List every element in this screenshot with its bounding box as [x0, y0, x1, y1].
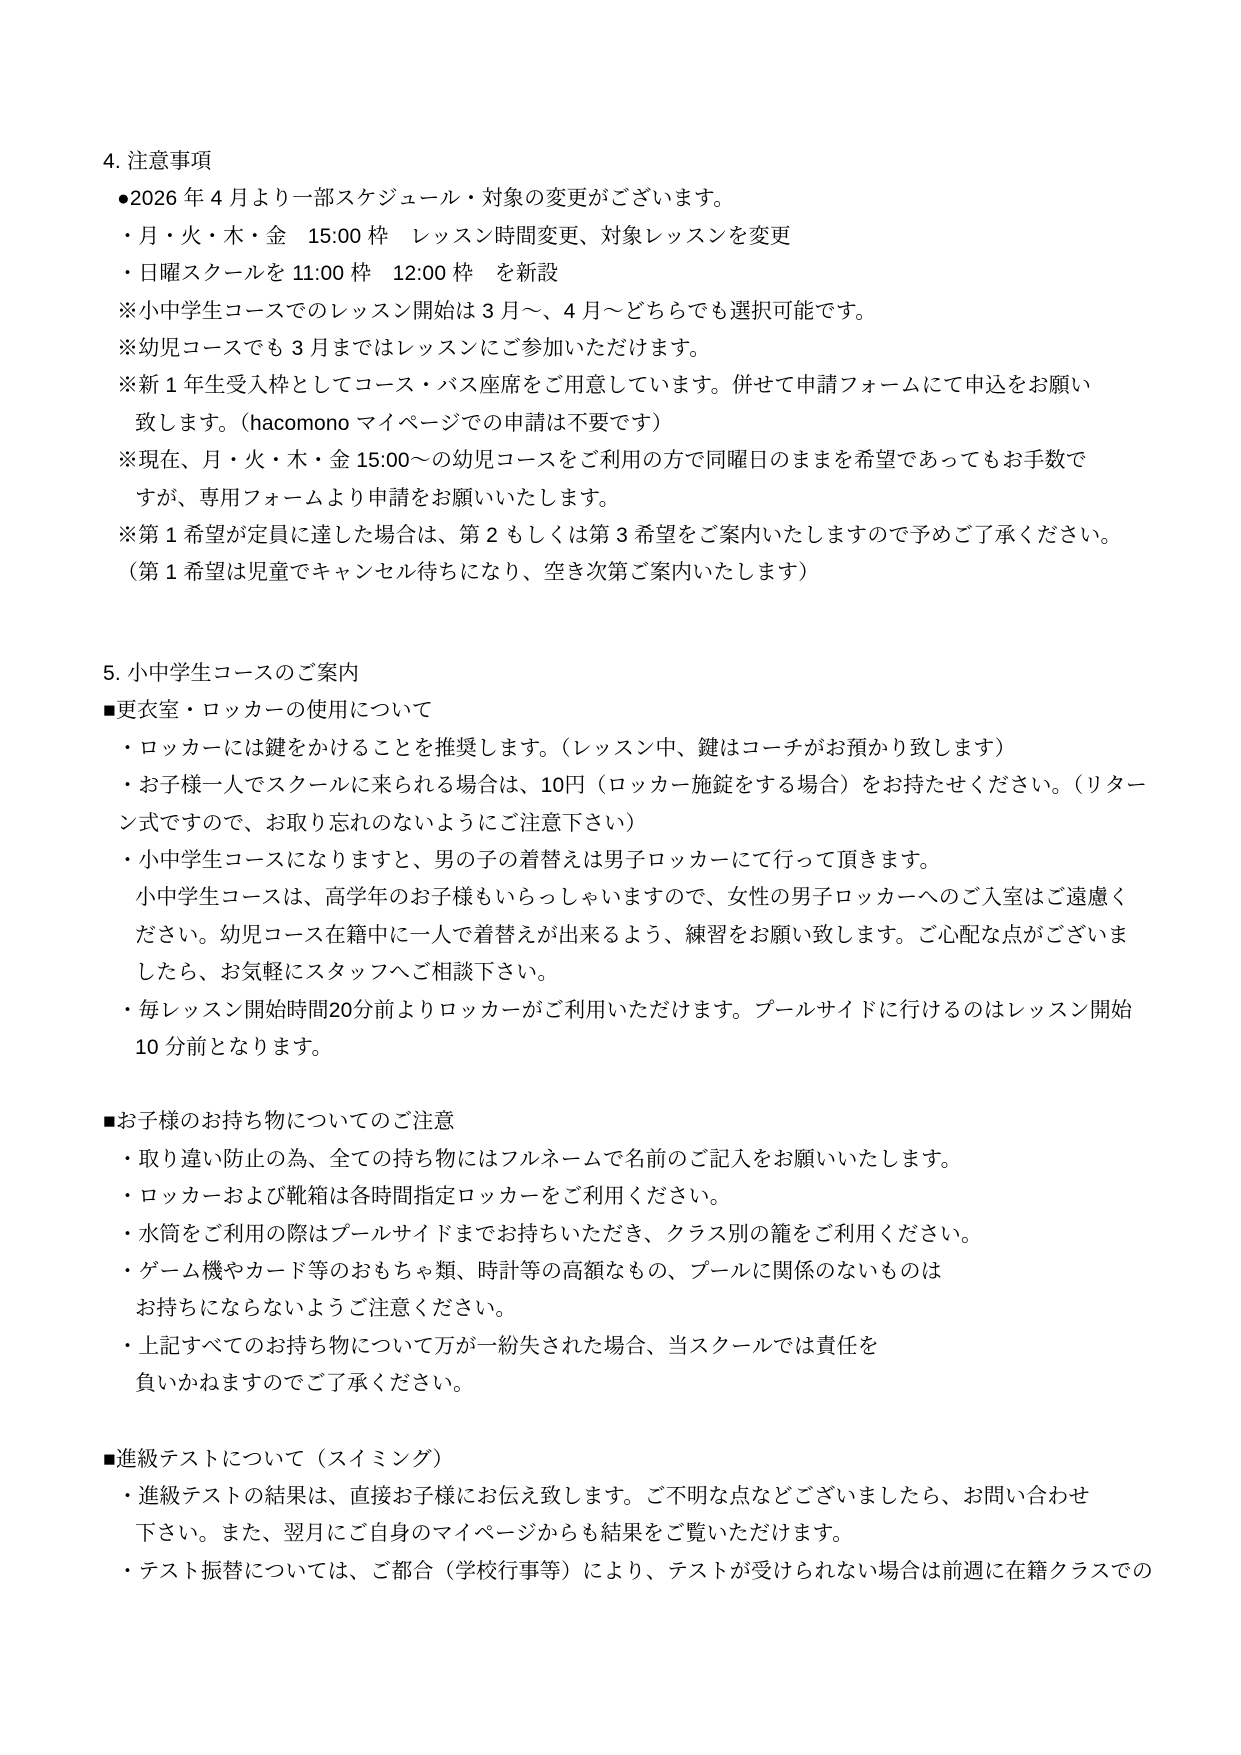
section-heading: ■お子様のお持ち物についてのご注意 [103, 1110, 455, 1134]
section-promotion-test [103, 1441, 1201, 1591]
text-line: ・取り違い防止の為、全ての持ち物にはフルネームで名前のご記入をお願いいたします。 [117, 1147, 962, 1171]
text-line: 下さい。また、翌月にご自身のマイページからも結果をご覧いただけます。 [135, 1522, 854, 1546]
text-line: ※現在、月・火・木・金 15:00～の幼児コースをご利用の方で同曜日のままを希望であってもお手数で [117, 449, 1087, 473]
text-line: お持ちにならないようご注意ください。 [135, 1297, 517, 1321]
text-line: 小中学生コースは、高学年のお子様もいらっしゃいますので、女性の男子ロッカーへのご入室はご遠慮く [135, 886, 1130, 910]
text-line: ※幼児コースでも 3 月まではレッスンにご参加いただけます。 [117, 337, 711, 361]
text-line: ・ロッカーには鍵をかけることを推奨します。（レッスン中、鍵はコーチがお預かり致します） [117, 736, 1016, 760]
text-line: ・毎レッスン開始時間20分前よりロッカーがご利用いただけます。プールサイドに行けるのはレッスン開始 [117, 998, 1133, 1022]
text-line: ・お子様一人でスクールに来られる場合は、10円（ロッカー施錠をする場合）をお持たせください。（リター [117, 774, 1148, 798]
section-heading: ■更衣室・ロッカーの使用について [103, 699, 434, 723]
text-line: ・水筒をご利用の際はプールサイドまでお持ちいただき、クラス別の籠をご利用ください。 [117, 1222, 983, 1246]
text-line: ・テスト振替については、ご都合（学校行事等）により、テストが受けられない場合は前週に在籍クラスでの [117, 1559, 1154, 1583]
text-line: ●2026 年 4 月より一部スケジュール・対象の変更がございます。 [117, 187, 735, 211]
text-line: ン式ですので、お取り忘れのないようにご注意下さい） [117, 811, 647, 835]
section-belongings [103, 1103, 1201, 1402]
text-line: ※新 1 年生受入枠としてコース・バス座席をご用意しています。併せて申請フォームにて申込をお願い [117, 374, 1092, 398]
text-line: （第 1 希望は児童でキャンセル待ちになり、空き次第ご案内いたします） [117, 561, 820, 585]
text-line: ・上記すべてのお持ち物について万が一紛失された場合、当スクールでは責任を [117, 1334, 879, 1358]
text-line: ・日曜スクールを 11:00 枠 12:00 枠 を新設 [117, 262, 559, 286]
text-line: 致します。（hacomono マイページでの申請は不要です） [135, 411, 673, 435]
text-line: ・進級テストの結果は、直接お子様にお伝え致します。ご不明な点などございましたら、お問い合わせ [117, 1485, 1090, 1508]
text-line: ・ゲーム機やカード等のおもちゃ類、時計等の高額なもの、プールに関係のないものは [117, 1259, 942, 1283]
text-line: ・ロッカーおよび靴箱は各時間指定ロッカーをご利用ください。 [117, 1185, 731, 1209]
section-heading: 4. 注意事項 [103, 150, 212, 173]
text-line: したら、お気軽にスタッフへご相談下さい。 [135, 961, 559, 985]
text-line: ※小中学生コースでのレッスン開始は 3 月～、4 月～どちらでも選択可能です。 [117, 299, 877, 323]
text-line: 10 分前となります。 [135, 1035, 333, 1059]
text-line: ・小中学生コースになりますと、男の子の着替えは男子ロッカーにて行って頂きます。 [117, 848, 941, 872]
section-course-info [103, 655, 1201, 1066]
text-line: すが、専用フォームより申請をお願いいたします。 [135, 486, 620, 510]
section-notes [103, 143, 1201, 592]
text-line: ださい。幼児コース在籍中に一人で着替えが出来るよう、練習をお願い致します。ご心配な点がございま [135, 923, 1129, 947]
section-heading: 5. 小中学生コースのご案内 [103, 661, 360, 685]
text-line: 負いかねますのでご了承ください。 [135, 1372, 475, 1396]
text-line: ・月・火・木・金 15:00 枠 レッスン時間変更、対象レッスンを変更 [117, 224, 791, 248]
section-heading: ■進級テストについて（スイミング） [103, 1447, 454, 1471]
text-line: ※第 1 希望が定員に達した場合は、第 2 もしくは第 3 希望をご案内いたしますので予めご了承ください。 [117, 524, 1122, 548]
